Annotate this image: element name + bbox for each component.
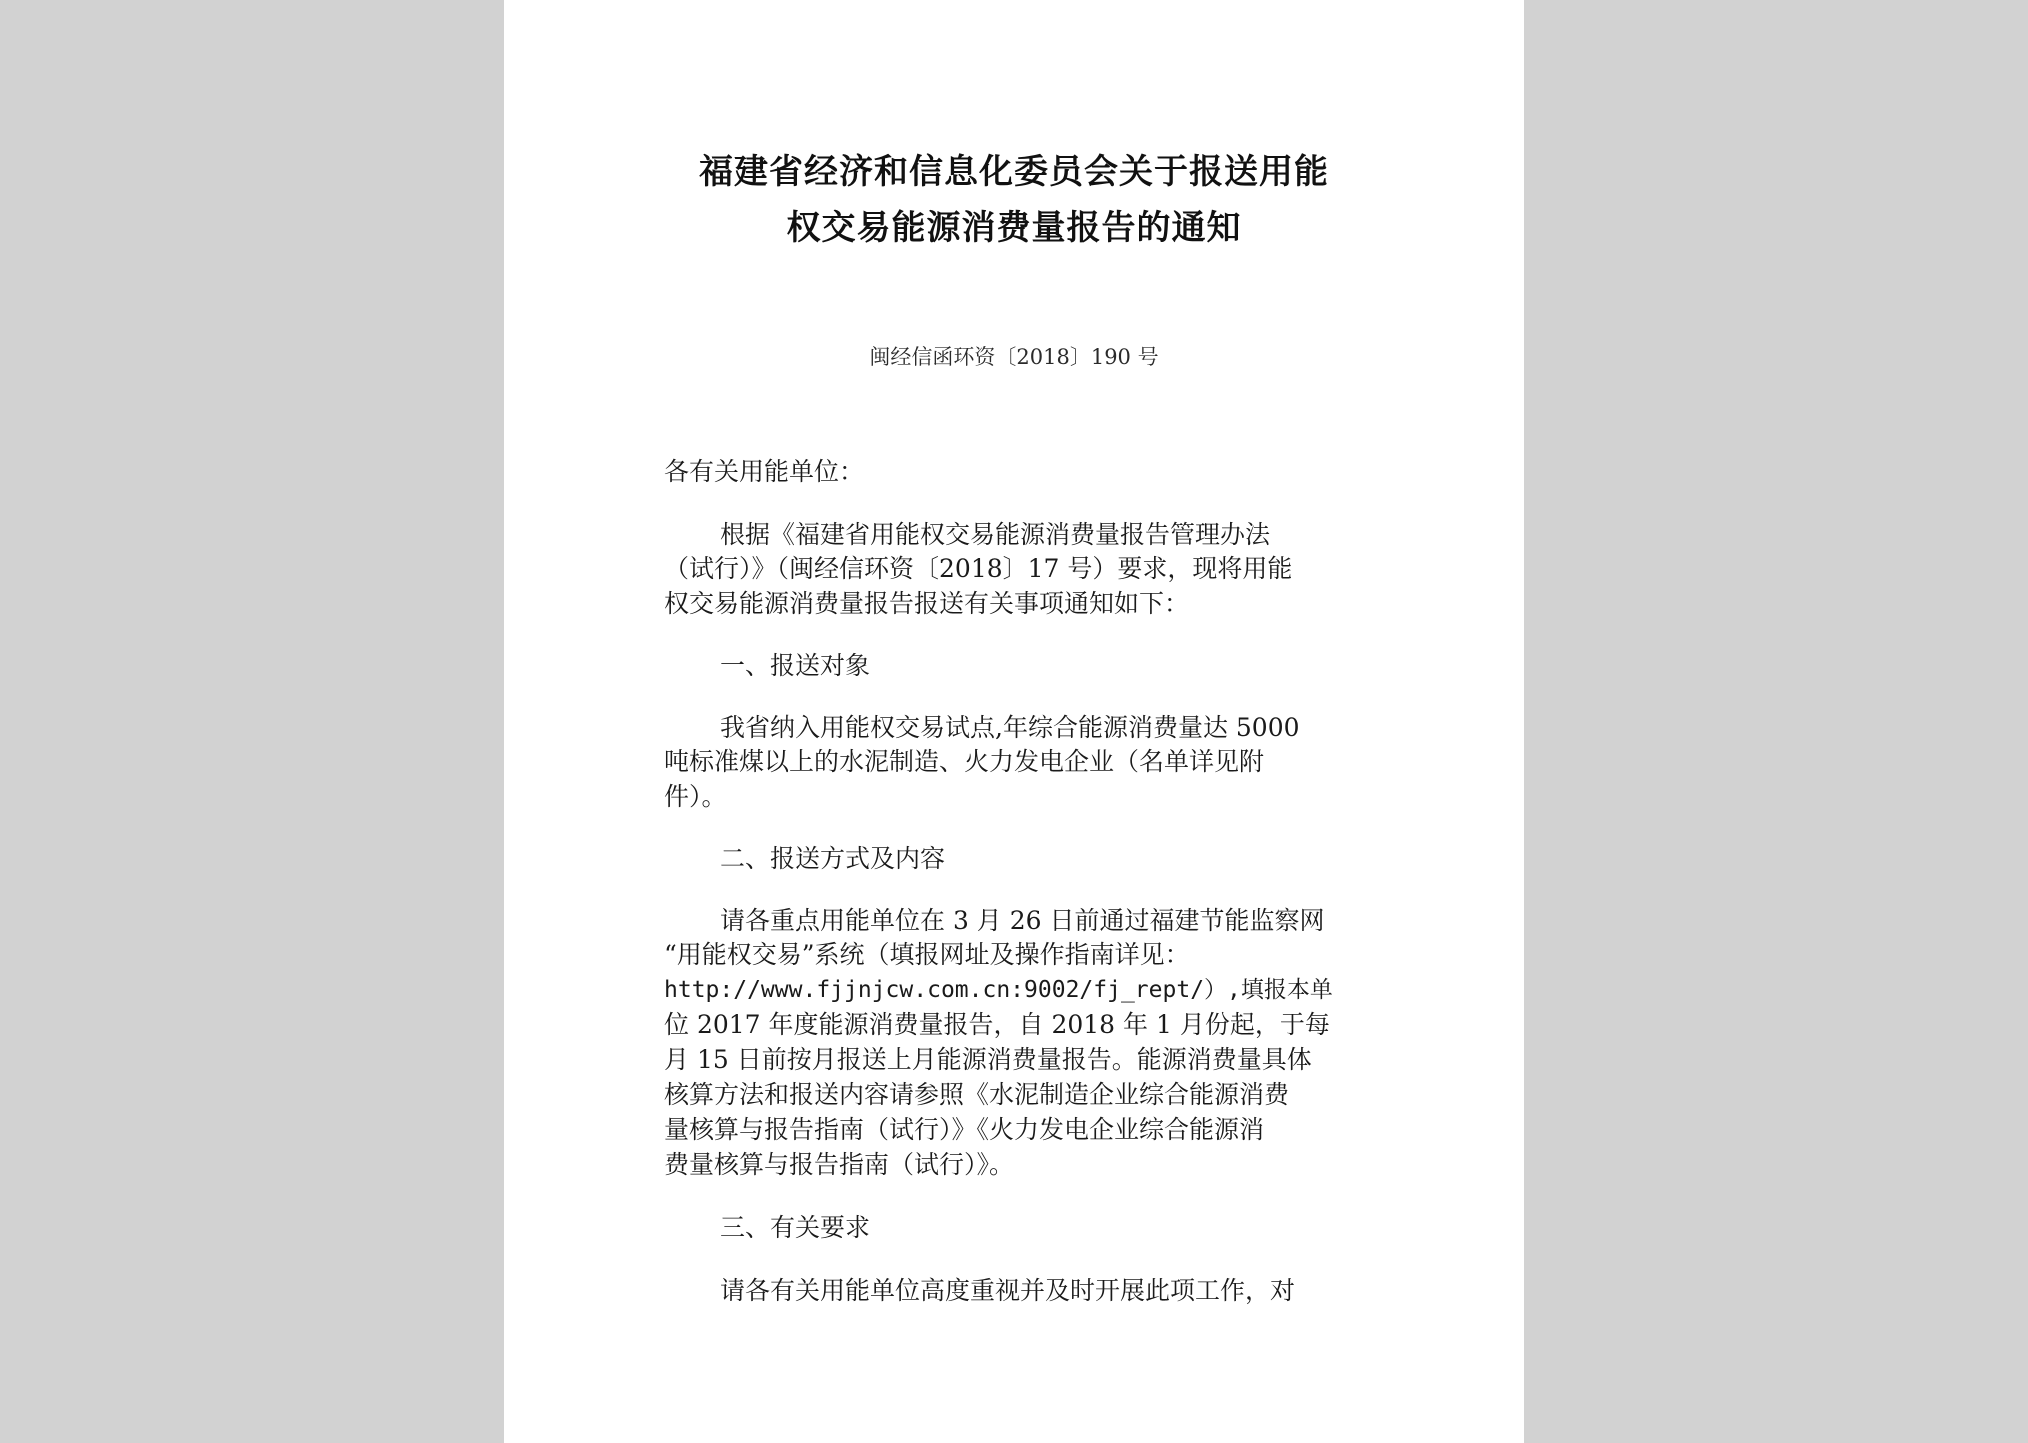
section-2-line-8: 费量核算与报告指南（试行）》。 [664, 1150, 1015, 1179]
section-2-line-7: 量核算与报告指南（试行）》《火力发电企业综合能源消 [664, 1115, 1265, 1144]
section-2-line-4: 位 2017 年度能源消费量报告，自 2018 年 1 月份起，于每 [664, 1010, 1330, 1039]
section-2-line-5: 月 15 日前按月报送上月能源消费量报告。能源消费量具体 [664, 1045, 1312, 1074]
salutation: 各有关用能单位： [664, 457, 865, 486]
section-2-url-line: http://www.fjjnjcw.com.cn:9002/fj_rept/）,填报本单 [664, 977, 1333, 1003]
title-line-2: 权交易能源消费量报告的通知 [786, 208, 1242, 248]
section-2-line-2: “用能权交易”系统（填报网址及操作指南详见： [664, 940, 1190, 969]
section-2-heading: 二、报送方式及内容 [720, 844, 946, 873]
section-3-line-1: 请各有关用能单位高度重视并及时开展此项工作，对 [720, 1276, 1296, 1305]
section-1-line-2: 吨标准煤以上的水泥制造、火力发电企业（名单详见附 [664, 747, 1265, 776]
section-1-line-3: 件）。 [664, 782, 727, 811]
section-1-heading: 一、报送对象 [720, 651, 871, 680]
intro-line-1: 根据《福建省用能权交易能源消费量报告管理办法 [720, 520, 1271, 549]
title-line-1: 福建省经济和信息化委员会关于报送用能 [699, 152, 1329, 192]
section-2-line-6: 核算方法和报送内容请参照《水泥制造企业综合能源消费 [664, 1080, 1290, 1109]
document-number: 闽经信函环资〔2018〕190 号 [869, 345, 1159, 369]
intro-line-2: （试行）》（闽经信环资〔2018〕17 号）要求，现将用能 [664, 554, 1293, 583]
intro-line-3: 权交易能源消费量报告报送有关事项通知如下： [664, 589, 1190, 618]
section-1-line-1: 我省纳入用能权交易试点,年综合能源消费量达 5000 [720, 713, 1300, 742]
document-page [504, 0, 1524, 1443]
section-3-heading: 三、有关要求 [720, 1213, 871, 1242]
document-title [504, 144, 1524, 256]
section-2-line-1: 请各重点用能单位在 3 月 26 日前通过福建节能监察网 [720, 906, 1325, 935]
